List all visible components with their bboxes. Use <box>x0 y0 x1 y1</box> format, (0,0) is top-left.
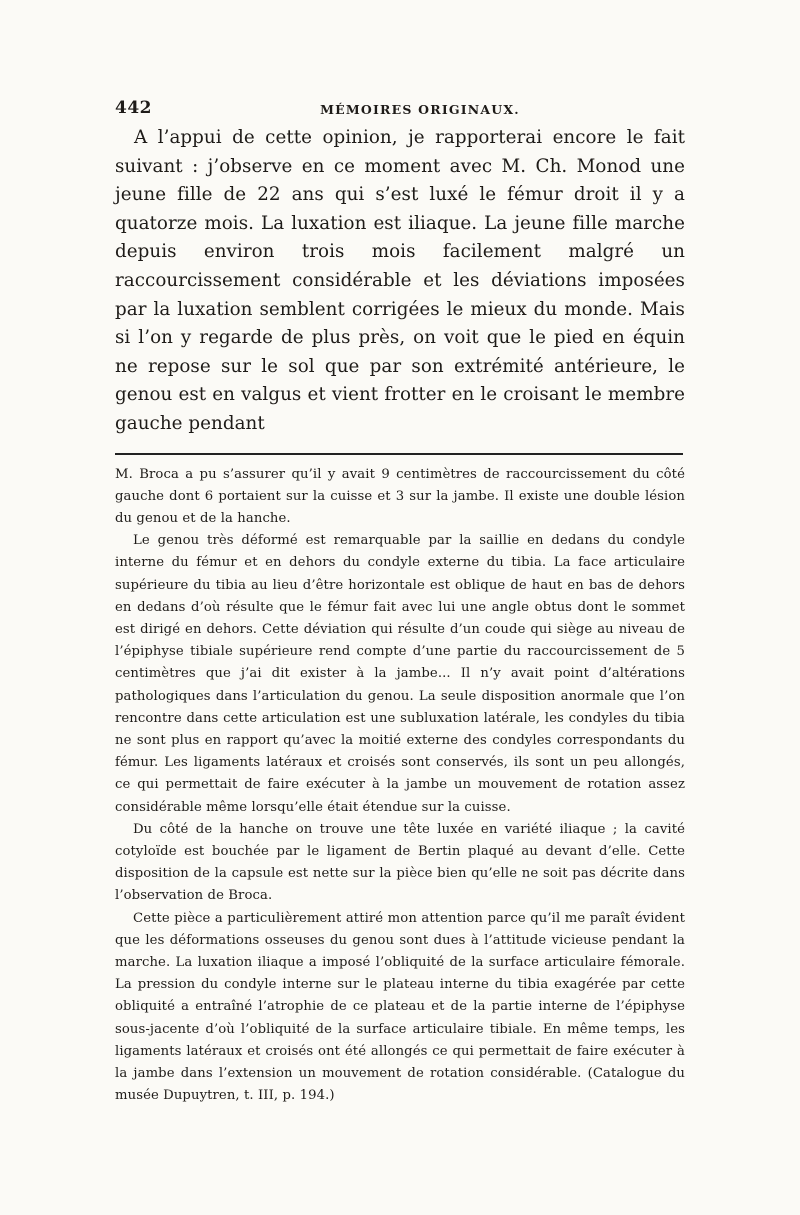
footnote-paragraph: Du côté de la hanche on trouve une tête luxée en variété iliaque ; la cavité cotyloïde est bouchée par le ligament de Bertin plaqué au devant d’elle. Cette disposition de la capsule est nette sur la pièce bien qu’elle ne soit pas décrite dans l’observation de Broca. <box>115 821 685 904</box>
running-head <box>115 96 685 124</box>
footnote-paragraph: Le genou très déformé est remarquable par la saillie en dedans du condyle interne du fémur et en dehors du condyle externe du tibia. La face articulaire supérieure du tibia au lieu d’être horizontale est oblique de haut en bas de dehors en dedans d’où résulte que le fémur fait avec lui une angle obtus dont le sommet est dirigé en dehors. Cette déviation qui résulte d’un coude qui siège au niveau de l’épiphyse tibiale supérieure rend compte d’une partie du raccourcissement de 5 centimètres que j’ai dit exister à la jambe... Il n’y avait point d’altérations pathologiques dans l’articulation du genou. La seule disposition anormale que l’on rencontre dans cette articulation est une subluxation latérale, les condyles du tibia ne sont plus en rapport qu’avec la moitié externe des condyles correspondants du fémur. Les ligaments latéraux et croisés sont conservés, ils sont un peu allongés, ce qui permettait de faire exécuter à la jambe un mouvement de rotation assez considérable même lorsqu’elle était étendue sur la cuisse. <box>115 533 685 815</box>
footnote-paragraph: Cette pièce a particulièrement attiré mon attention parce qu’il me paraît évident que les déformations osseuses du genou sont dues à l’attitude vicieuse pendant la marche. La luxation iliaque a imposé l’obliquité de la surface articulaire fémorale. La pression du condyle interne sur le plateau interne du tibia exagérée par cette obliquité a entraîné l’atrophie de ce plateau et de la partie interne de l’épiphyse sous-jacente d’où l’obliquité de la surface articulaire tibiale. En même temps, les ligaments latéraux et croisés ont été allongés ce qui permettait de faire exécuter à la jambe dans l’extension un mouvement de rotation considérable. (Catalogue du musée Dupuytren, t. III, p. 194.) <box>115 910 685 1104</box>
footnote-paragraph: M. Broca a pu s’assurer qu’il y avait 9 centimètres de raccourcissement du côté gauche dont 6 portaient sur la cuisse et 3 sur la jambe. Il existe une double lésion du genou et de la hanche. <box>115 466 685 526</box>
page-number: 442 <box>115 98 152 118</box>
footnote-rule <box>115 453 683 455</box>
page <box>115 96 685 1107</box>
running-title: MÉMOIRES ORIGINAUX. <box>320 102 520 117</box>
footnotes <box>115 464 685 1108</box>
body-paragraph: A l’appui de cette opinion, je rapporterai encore le fait suivant : j’observe en ce moment avec M. Ch. Monod une jeune fille de 22 ans qui s’est luxé le fémur droit il y a quatorze mois. La luxation est iliaque. La jeune fille marche depuis environ trois mois facilement malgré un raccourcissement considérable et les déviations imposées par la luxation semblent corrigées le mieux du monde. Mais si l’on y regarde de plus près, on voit que le pied en équin ne repose sur le sol que par son extrémité antérieure, le genou est en valgus et vient frotter en le croisant le membre gauche pendant <box>115 127 685 434</box>
